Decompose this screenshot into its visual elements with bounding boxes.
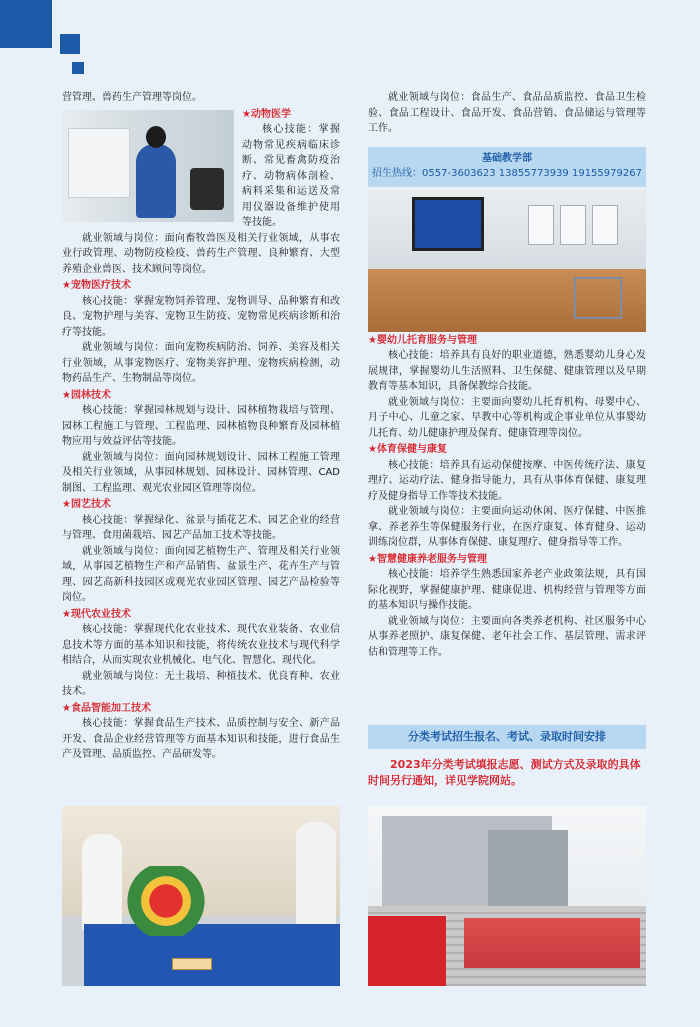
section-job: 就业领域与岗位：无土栽培、种植技术、优良育种、农业技术。 [62,670,340,697]
section-title: ★婴幼儿托育服务与管理 [368,334,477,346]
right-column [368,90,646,660]
section-core: 核心技能：培养学生熟悉国家养老产业政策法规，具有国际化视野，掌握健康护理、健康促进、机构经营与管理等方面的基本知识与操作技能。 [368,569,646,611]
section-title: ★智慧健康养老服务与管理 [368,553,487,565]
section-job: 就业领域与岗位：主要面向运动休闲、医疗保健、中医推拿、养老养生等保健服务行业，在医疗康复、体育健身、运动训练岗位群，从事体育保健、康复理疗、健身指导等工作。 [368,506,646,548]
section-job: 就业领域与岗位：面向畜牧兽医及相关行业领域，从事农业行政管理、动物防疫检疫、兽药生产管理、良种繁育、大型养殖企业兽医、技术顾问等岗位。 [62,232,340,275]
section-title: ★宠物医疗技术 [62,280,131,291]
section-job: 就业领域与岗位：面向园艺植物生产、管理及相关行业领域，从事园艺植物生产和产品销售、盆景生产、花卉生产与管理、园艺高新科技园区或观光农业园区管理、园艺产品检验等岗位。 [62,545,340,603]
left-column [62,90,340,763]
schedule-banner: 分类考试招生报名、考试、录取时间安排 [368,725,646,749]
section-title: ★现代农业技术 [62,608,131,620]
section-title: ★体育保健与康复 [368,444,447,455]
section-title: ★食品智能加工技术 [62,702,151,714]
section-core: 核心技能：掌握现代化农业技术、现代农业装备、农业信息技术等方面的基本知识和技能，将传统农业技术与现代科学相结合，从而实现农业机械化、电气化、智慧化、现代化。 [62,624,340,666]
section-core: 核心技能：掌握园林规划与设计、园林植物栽培与管理、园林工程施工与管理、工程监理、园林植物良种繁育及园林植物应用与效益评估等技能。 [62,405,340,447]
corner-decoration [0,0,52,48]
corner-decoration [72,62,84,74]
section-title: ★园艺技术 [62,499,111,510]
section-core: 核心技能：掌握宠物饲养管理、宠物训导、品种繁育和改良、宠物护理与美容、宠物卫生防疫、宠物常见疾病诊断和治疗等技能。 [62,295,340,338]
section-job: 就业领域与岗位：面向园林规划设计、园林工程施工管理及相关行业领域，从事园林规划、园林设计、园林管理、CAD制图、工程监理、观光农业园区管理等岗位。 [62,451,340,494]
dept-banner [368,147,646,187]
section-core: 核心技能：掌握动物常见疾病临床诊断、常见畜禽防疫治疗、动物病体剖检、病料采集和运送及常用仪器设备维护使用等技能。 [242,124,340,228]
dept-title: 基础教学部 [482,152,532,164]
intro-line: 营管理、兽药生产管理等岗位。 [62,92,202,103]
gym-photo [368,189,646,332]
flower-exhibition-photo [62,806,340,986]
campus-steps-photo [368,806,646,986]
section-core: 核心技能：培养具有良好的职业道德，熟悉婴幼儿身心发展规律，掌握婴幼儿生活照料、卫生保健、健康管理以及早期教育等基本知识，具备保教综合技能。 [368,350,646,392]
schedule-notice: 2023年分类考试填报志愿、测试方式及录取的具体时间另行通知，详见学院网站。 [368,758,641,787]
section-job: 就业领域与岗位：主要面向婴幼儿托育机构、母婴中心、月子中心、儿童之家、早教中心等机构或企事业单位从事婴幼儿托育、幼儿健康护理及保育、健康管理等岗位。 [368,396,646,439]
section-core: 核心技能：培养具有运动保健按摩、中医传统疗法、康复理疗、运动疗法、健身指导能力，具有从事体育保健、康复理疗及健身指导工作等技术技能。 [368,459,646,502]
section-core: 核心技能：掌握绿化、盆景与插花艺术、园艺企业的经营与管理、食用菌栽培、园艺产品加工技术等技能。 [62,514,340,541]
lab-photo [62,110,234,222]
intro-line: 就业领域与岗位：食品生产、食品品质监控、食品卫生检验、食品工程设计、食品开发、食品营销、食品储运与管理等工作。 [368,92,646,134]
section-job: 就业领域与岗位：面向宠物疾病防治、饲养、美容及相关行业领域，从事宠物医疗、宠物美容护理、宠物疾病检测，动物药品生产、生物制品等岗位。 [62,342,340,384]
section-title: ★园林技术 [62,389,111,401]
section-job: 就业领域与岗位：主要面向各类养老机构、社区服务中心从事养老照护、康复保健、老年社会工作、基层管理、需求评估和管理等工作。 [368,615,646,658]
section-animal-medicine [62,106,340,231]
corner-decoration [60,34,80,54]
section-title: ★动物医学 [242,108,291,120]
hotline: 招生热线：0557-3603623 13855773939 19155979267 [372,168,642,179]
section-core: 核心技能：掌握食品生产技术、品质控制与安全、新产品开发、食品企业经营管理等方面基本知识和技能，进行食品生产及管理、品质监控、产品研发等。 [62,718,340,760]
